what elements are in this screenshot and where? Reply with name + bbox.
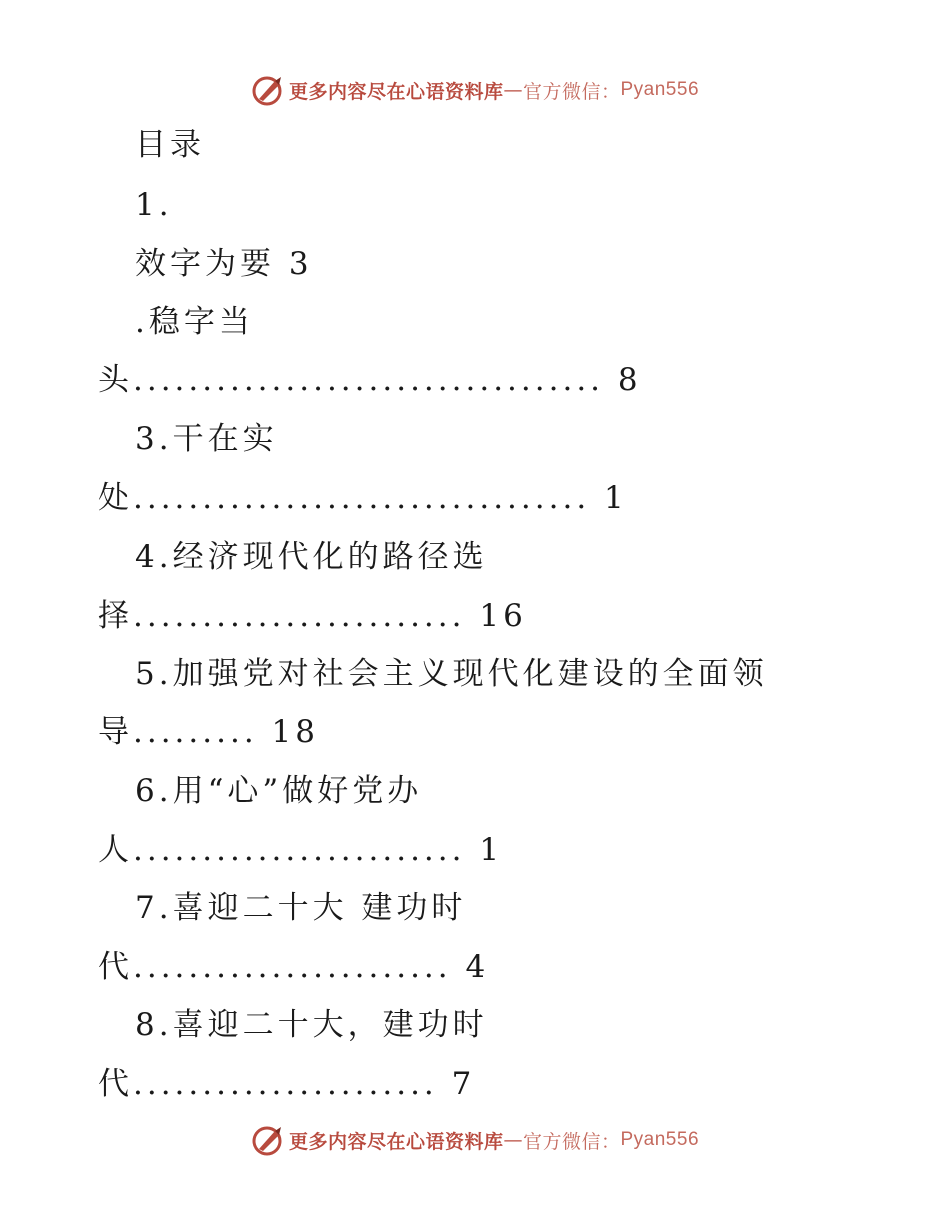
toc-item-title: 8.喜迎二十大，建功时 [135,1007,488,1043]
banner-separator: — [503,1129,523,1151]
banner-wechat-label: 官方微信： [522,80,621,103]
banner-separator: — [503,79,523,101]
toc-item-line: 效字为要 3 [135,246,313,282]
banner-wechat-label: 官方微信： [522,1130,621,1153]
banner-wechat-id: Pyan556 [620,79,700,100]
toc-item-page-line: 导......... 18 [98,714,319,750]
toc-item-title: 4.经济现代化的路径选 [135,539,488,575]
banner-title: 更多内容尽在心语资料库 [288,1130,504,1153]
toc-item-title: 7.喜迎二十大 建功时 [135,890,467,926]
banner-wechat-id: Pyan556 [620,1129,700,1150]
pen-logo-icon [251,1123,285,1157]
banner-title: 更多内容尽在心语资料库 [288,80,504,103]
toc-item-title: .稳字当 [135,304,254,340]
footer-banner [0,1120,950,1160]
toc-item-page-line: 代...................... 7 [98,1066,476,1102]
toc-item-title: 6.用“心”做好党办 [135,773,423,809]
toc-item-page-line: 代....................... 4 [98,949,490,985]
toc-item-page-line: 择........................ 16 [98,598,527,634]
toc-item-page-line: 处................................. 1 [98,480,628,516]
toc-heading: 目录 [135,127,205,163]
toc-item-title: 5.加强党对社会主义现代化建设的全面领 [135,656,768,692]
toc-item-page-line: 头.................................. 8 [98,362,642,398]
toc-item-page-line: 人........................ 1 [98,832,504,868]
toc-item-title: 3.干在实 [135,421,278,457]
toc-item-line: 1. [135,187,173,223]
